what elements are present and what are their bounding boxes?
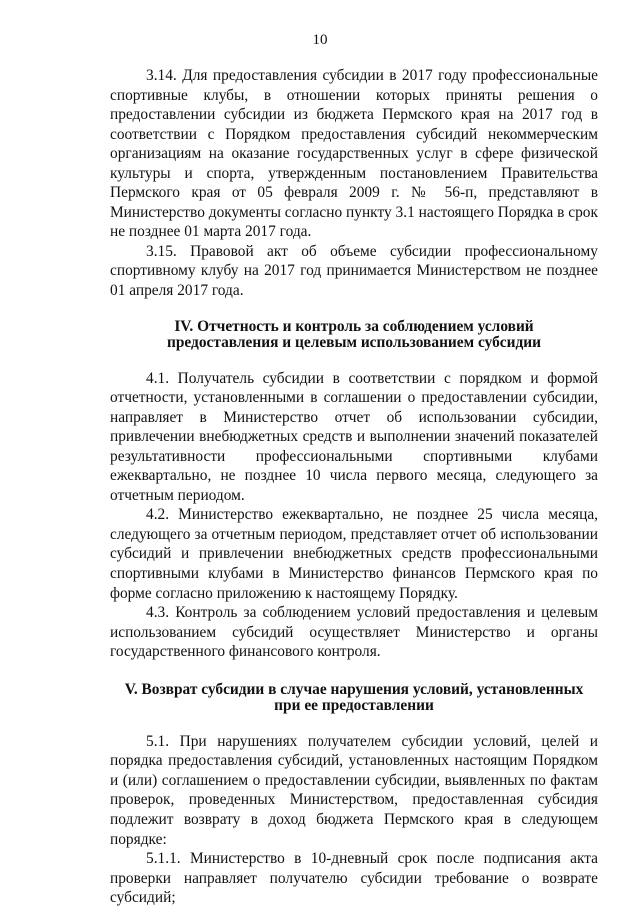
page-number: 10 (312, 32, 328, 48)
paragraph-5-1-1: 5.1.1. Министерство в 10-дневный срок после подписания акта проверки направляет получателю субсидии требование о возврате субсидий; (110, 850, 598, 907)
section-4-heading-line: IV. Отчетность и контроль за соблюдением условий (174, 317, 534, 335)
paragraph-4-2: 4.2. Министерство ежеквартально, не позднее 25 числа месяца, следующего за отчетным периодом, представляет отчет об использовании субсидий и привлечении внебюджетных средств профессиональными спортивными клубами в Министерство финансов Пермского края по форме согласно приложению к настоящему Порядку. (110, 506, 598, 602)
section-4-heading-line: предоставления и целевым использованием субсидии (166, 333, 541, 351)
paragraph-5-1: 5.1. При нарушениях получателем субсидии условий, целей и порядка предоставления субсидий, установленных настоящим Порядком и (или) соглашением о предоставлении субсидии, выявленных по фактам проверок, проведенных Министерством, предоставленная субсидия подлежит возврату в доход бюджета Пермского края в следующем порядке: (110, 732, 598, 848)
paragraph-4-1: 4.1. Получатель субсидии в соответствии с порядком и формой отчетности, установленными в соглашении о предоставлении субсидии, направляет в Министерство отчет об использовании субсидии, привлечении внебюджетных средств и выполнении значений показателей результативности профессиональными спортивными клубами ежеквартально, не позднее 10 числа первого месяца, следующего за отчетным периодом. (110, 369, 598, 504)
document-body (110, 66, 598, 908)
paragraph-4-3: 4.3. Контроль за соблюдением условий предоставления и целевым использованием субсидий осуществляет Министерство и органы государственного финансового контроля. (110, 604, 598, 661)
section-5-heading-line: V. Возврат субсидии в случае нарушения условий, установленных (124, 680, 584, 698)
paragraph-3-14: 3.14. Для предоставления субсидии в 2017 году профессиональные спортивные клубы, в отношении которых приняты решения о предоставлении субсидии из бюджета Пермского края на 2017 год в соответствии с Порядком предоставления субсидий некоммерческим организациям на оказание государственных услуг в сфере физической культуры и спорта, утвержденным постановлением Правительства Пермского края от 05 февраля 2009 г. № 56-п, представляют в Министерство документы согласно пункту 3.1 настоящего Порядка в срок не позднее 01 марта 2017 года. (110, 67, 598, 241)
paragraph-3-15: 3.15. Правовой акт об объеме субсидии профессиональному спортивному клубу на 2017 год принимается Министерством не позднее 01 апреля 2017 года. (110, 242, 598, 300)
section-4-heading (110, 319, 598, 351)
section-5-heading-line: при ее предоставлении (274, 696, 434, 714)
section-5-heading (110, 682, 598, 714)
